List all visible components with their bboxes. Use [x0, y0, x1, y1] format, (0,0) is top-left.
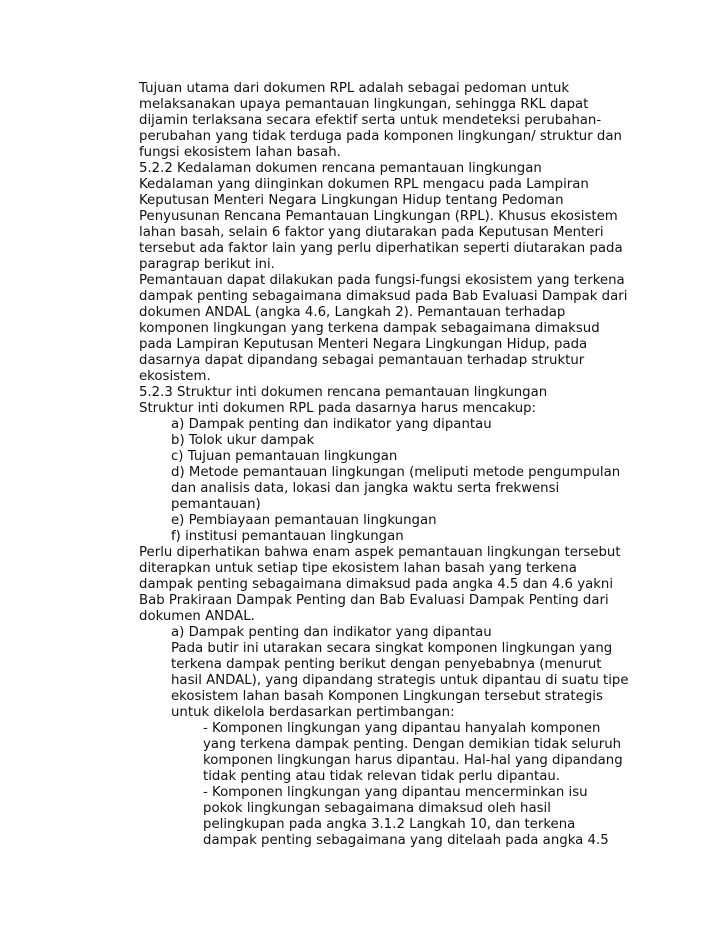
bullet-item-continuation: pelingkupan pada angka 3.1.2 Langkah 10, dan terkena — [203, 817, 576, 832]
section-heading: 5.2.2 Kedalaman dokumen rencana pemantauan lingkungan — [139, 161, 542, 176]
indented-paragraph-line: ekosistem lahan basah Komponen Lingkungan tersebut strategis — [171, 689, 603, 704]
paragraph-line: ekosistem. — [139, 369, 211, 384]
paragraph-line: dokumen ANDAL. — [139, 609, 255, 624]
document-body — [139, 81, 699, 849]
section-heading: 5.2.3 Struktur inti dokumen rencana pemantauan lingkungan — [139, 385, 548, 400]
list-item: a) Dampak penting dan indikator yang dipantau — [171, 417, 492, 432]
bullet-item-continuation: tidak penting atau tidak relevan tidak perlu dipantau. — [203, 769, 560, 784]
bullet-item-continuation: dampak penting sebagaimana yang ditelaah pada angka 4.5 — [203, 833, 609, 848]
bullet-item-continuation: pokok lingkungan sebagaimana dimaksud oleh hasil — [203, 801, 551, 816]
paragraph-line: Perlu diperhatikan bahwa enam aspek pemantauan lingkungan tersebut — [139, 545, 621, 560]
paragraph-line: pada Lampiran Keputusan Menteri Negara Lingkungan Hidup, pada — [139, 337, 588, 352]
paragraph-line: Struktur inti dokumen RPL pada dasarnya harus mencakup: — [139, 401, 537, 416]
indented-paragraph-line: untuk dikelola berdasarkan pertimbangan: — [171, 705, 455, 720]
list-item: b) Tolok ukur dampak — [171, 433, 315, 448]
list-item-continuation: pemantauan) — [171, 497, 261, 512]
paragraph-line: lahan basah, selain 6 faktor yang diutarakan pada Keputusan Menteri — [139, 225, 604, 240]
bullet-item-continuation: yang terkena dampak penting. Dengan demikian tidak seluruh — [203, 737, 622, 752]
list-item: f) institusi pemantauan lingkungan — [171, 529, 404, 544]
paragraph-line: diterapkan untuk setiap tipe ekosistem lahan basah yang terkena — [139, 561, 577, 576]
indented-paragraph-line: hasil ANDAL), yang dipandang strategis untuk dipantau di suatu tipe — [171, 673, 629, 688]
list-item: c) Tujuan pemantauan lingkungan — [171, 449, 398, 464]
paragraph-line: komponen lingkungan yang terkena dampak sebagaimana dimaksud — [139, 321, 600, 336]
paragraph-line: Keputusan Menteri Negara Lingkungan Hidup tentang Pedoman — [139, 193, 564, 208]
subsection-heading: a) Dampak penting dan indikator yang dipantau — [171, 625, 492, 640]
indented-paragraph-line: Pada butir ini utarakan secara singkat komponen lingkungan yang — [171, 641, 613, 656]
paragraph-line: melaksanakan upaya pemantauan lingkungan, sehingga RKL dapat — [139, 97, 589, 112]
paragraph-line: Tujuan utama dari dokumen RPL adalah sebagai pedoman untuk — [139, 81, 570, 96]
paragraph-line: perubahan yang tidak terduga pada komponen lingkungan/ struktur dan — [139, 129, 622, 144]
list-item: d) Metode pemantauan lingkungan (meliputi metode pengumpulan — [171, 465, 621, 480]
paragraph-line: dasarnya dapat dipandang sebagai pemantauan terhadap struktur — [139, 353, 585, 368]
paragraph-line: Kedalaman yang diinginkan dokumen RPL mengacu pada Lampiran — [139, 177, 589, 192]
paragraph-line: fungsi ekosistem lahan basah. — [139, 145, 341, 160]
paragraph-line: dokumen ANDAL (angka 4.6, Langkah 2). Pemantauan terhadap — [139, 305, 566, 320]
paragraph-line: Bab Prakiraan Dampak Penting dan Bab Evaluasi Dampak Penting dari — [139, 593, 609, 608]
paragraph-line: Pemantauan dapat dilakukan pada fungsi-fungsi ekosistem yang terkena — [139, 273, 625, 288]
paragraph-line: dijamin terlaksana secara efektif serta untuk mendeteksi perubahan- — [139, 113, 602, 128]
bullet-item: - Komponen lingkungan yang dipantau hanyalah komponen — [203, 721, 601, 736]
paragraph-line: Penyusunan Rencana Pemantauan Lingkungan (RPL). Khusus ekosistem — [139, 209, 618, 224]
paragraph-line: paragrap berikut ini. — [139, 257, 275, 272]
indented-paragraph-line: terkena dampak penting berikut dengan penyebabnya (menurut — [171, 657, 602, 672]
bullet-item-continuation: komponen lingkungan harus dipantau. Hal-hal yang dipandang — [203, 753, 623, 768]
paragraph-line: dampak penting sebagaimana dimaksud pada Bab Evaluasi Dampak dari — [139, 289, 628, 304]
paragraph-line: tersebut ada faktor lain yang perlu diperhatikan seperti diutarakan pada — [139, 241, 623, 256]
list-item-continuation: dan analisis data, lokasi dan jangka waktu serta frekwensi — [171, 481, 560, 496]
paragraph-line: dampak penting sebagaimana dimaksud pada angka 4.5 dan 4.6 yakni — [139, 577, 614, 592]
list-item: e) Pembiayaan pemantauan lingkungan — [171, 513, 437, 528]
bullet-item: - Komponen lingkungan yang dipantau mencerminkan isu — [203, 785, 588, 800]
